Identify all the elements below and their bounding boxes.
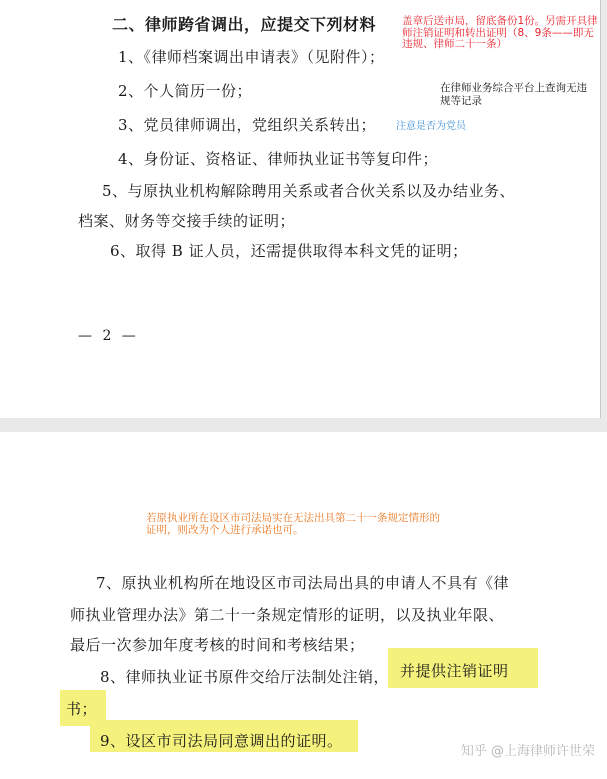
item-5-line-2: 档案、财务等交接手续的证明； bbox=[78, 212, 296, 230]
item-9: 9、设区市司法局同意调出的证明。 bbox=[100, 732, 343, 750]
item-1: 1、《律师档案调出申请表》（见附件）； bbox=[118, 48, 385, 66]
item-8-highlighted-text: 并提供注销证明 bbox=[400, 662, 509, 680]
annotation-orange-note: 若原执业所在设区市司法局实在无法出具第二十一条规定情形的证明，则改为个人进行承诺也可。 bbox=[146, 512, 440, 536]
item-8-highlighted-continuation: 书； bbox=[66, 700, 98, 718]
annotation-blue-note: 注意是否为党员 bbox=[396, 121, 466, 132]
watermark: 知乎 @上海律师许世荣 bbox=[460, 744, 595, 759]
page-gap bbox=[0, 418, 607, 432]
section-heading: 二、律师跨省调出，应提交下列材料 bbox=[112, 15, 377, 34]
document-page-bottom bbox=[0, 432, 607, 779]
item-7-line-2: 师执业管理办法》第二十一条规定情形的证明，以及执业年限、 bbox=[70, 606, 505, 624]
item-7-line-3: 最后一次参加年度考核的时间和考核结果； bbox=[70, 636, 365, 654]
item-3: 3、党员律师调出，党组织关系转出； bbox=[118, 116, 377, 134]
page-number: — 2 — bbox=[78, 328, 139, 344]
annotation-black-note: 在律师业务综合平台上查询无违规等记录 bbox=[440, 82, 587, 107]
item-4: 4、身份证、资格证、律师执业证书等复印件； bbox=[118, 150, 439, 168]
item-8-prefix: 8、律师执业证书原件交给厅法制处注销， bbox=[100, 668, 390, 686]
item-5-line-1: 5、与原执业机构解除聘用关系或者合伙关系以及办结业务、 bbox=[102, 182, 516, 200]
item-2: 2、个人简历一份； bbox=[118, 82, 253, 100]
annotation-red-note: 盖章后送市局，留底备份1份。另需开具律师注销证明和转出证明（8、9条——即无违规、律师二十一条） bbox=[402, 15, 598, 50]
item-6: 6、取得 B 证人员，还需提供取得本科文凭的证明； bbox=[110, 242, 468, 260]
item-7-line-1: 7、原执业机构所在地设区市司法局出具的申请人不具有《律 bbox=[96, 574, 510, 592]
